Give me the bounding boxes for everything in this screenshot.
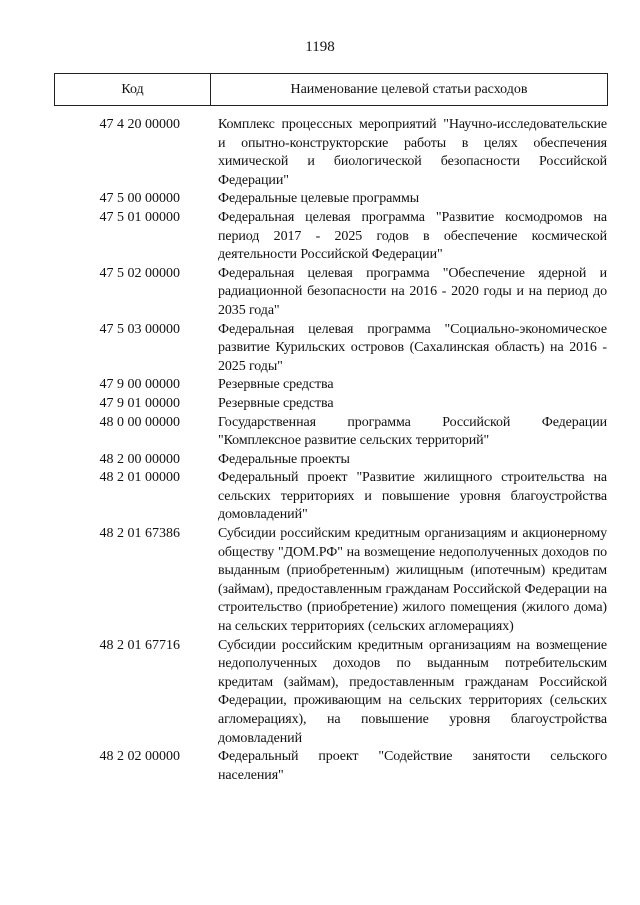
column-header-name: Наименование целевой статьи расходов <box>290 81 528 97</box>
row-name: Государственная программа Российской Федерации "Комплексное развитие сельских территорий" <box>218 414 607 449</box>
table-header <box>54 73 608 106</box>
row-code: 47 9 00 00000 <box>99 377 180 393</box>
column-header-code: Код <box>55 74 211 105</box>
table-row <box>0 321 640 377</box>
row-name: Федеральная целевая программа "Социально-экономическое развитие Курильских островов (Сахалинская область) на 2016 - 2025 годы" <box>218 321 607 374</box>
table-row <box>0 395 640 414</box>
row-code: 48 2 00 00000 <box>99 451 180 467</box>
row-name: Федеральный проект "Содействие занятости сельского населения" <box>218 749 607 783</box>
table-row <box>0 414 640 451</box>
table-row <box>0 376 640 395</box>
row-name: Субсидии российским кредитным организациям на возмещение недополученных доходов по выданным потребительским кредитам (займам), предоставленным гражданам Российской Федерации, проживающим на сельских территориях (сельских агломерациях), на повышение уровня благоустройства домовладений <box>218 637 607 746</box>
row-code: 48 0 00 00000 <box>99 414 180 430</box>
row-name: Комплекс процессных мероприятий "Научно-исследовательские и опытно-конструкторские работы в целях обеспечения химической и биологической безопасности Российской Федерации" <box>218 117 607 188</box>
row-name: Федеральные целевые программы <box>218 191 420 207</box>
row-name: Федеральный проект "Развитие жилищного строительства на сельских территориях и повышение уровня благоустройства домовладений" <box>218 470 607 523</box>
table-body <box>0 116 640 785</box>
row-name: Федеральные проекты <box>218 451 350 467</box>
row-code: 47 5 01 00000 <box>99 209 180 225</box>
table-row <box>0 451 640 470</box>
row-code: 47 5 00 00000 <box>99 191 180 207</box>
table-row <box>0 637 640 749</box>
row-code: 47 5 03 00000 <box>99 321 180 337</box>
table-row <box>0 190 640 209</box>
row-code: 47 5 02 00000 <box>99 265 180 281</box>
row-code: 47 4 20 00000 <box>99 117 180 132</box>
row-code: 47 9 01 00000 <box>99 395 180 411</box>
table-row <box>0 469 640 525</box>
row-name: Резервные средства <box>218 377 334 393</box>
row-code: 48 2 02 00000 <box>99 749 180 765</box>
row-name: Резервные средства <box>218 395 334 411</box>
table-row <box>0 748 640 785</box>
row-code: 48 2 01 67386 <box>99 526 180 542</box>
table-row <box>0 265 640 321</box>
table-row <box>0 209 640 265</box>
table-row <box>0 116 640 190</box>
row-name: Федеральная целевая программа "Обеспечение ядерной и радиационной безопасности на 2016 - 2020 годы и на период до 2035 года" <box>218 265 607 318</box>
page-number: 1198 <box>305 39 335 55</box>
table-row <box>0 525 640 637</box>
row-name: Субсидии российским кредитным организациям и акционерному обществу "ДОМ.РФ" на возмещение недополученных доходов по выданным (приобретенным) жилищным (ипотечным) кредитам (займам), предоставленным гражданам Российской Федерации на строительство (приобретение) жилого помещения (жилого дома) на сельских территориях (сельских агломерациях) <box>218 526 607 635</box>
row-code: 48 2 01 00000 <box>99 470 180 486</box>
row-code: 48 2 01 67716 <box>99 637 180 653</box>
row-name: Федеральная целевая программа "Развитие космодромов на период 2017 - 2025 годов в обеспечение космической деятельности Российской Федерации" <box>218 209 607 263</box>
